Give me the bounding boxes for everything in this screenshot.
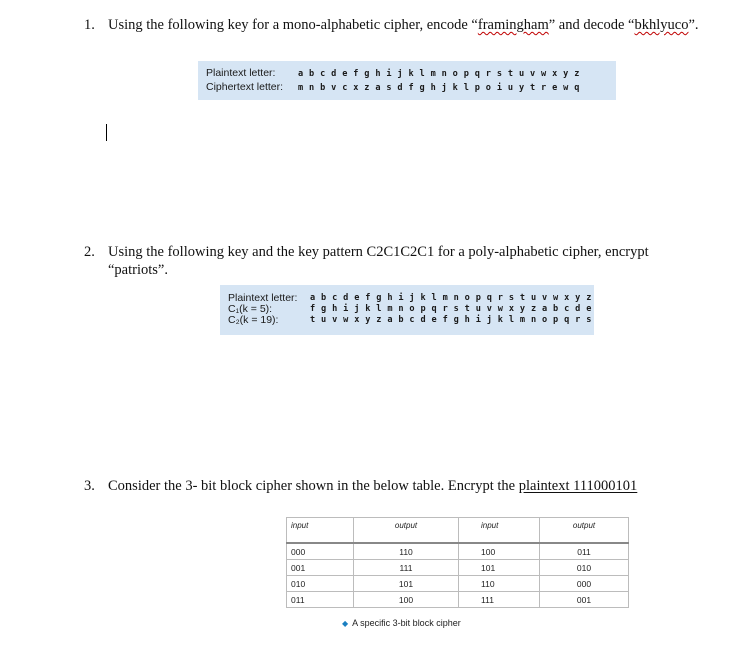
question-2-line-2: “patriots”. (108, 262, 168, 278)
table-cell: 010 (287, 576, 354, 592)
table-cell: 100 (354, 592, 459, 608)
plaintext-label: Plaintext letter: (228, 292, 298, 304)
c1-letters: f g h i j k l m n o p q r s t u v w x y z a b c d e (310, 304, 592, 314)
question-3-text (108, 477, 637, 495)
table-header-row (287, 518, 629, 544)
table-row (287, 576, 629, 592)
word-bkhlyuco: bkhlyuco (634, 17, 689, 33)
question-3-number: 3. (84, 478, 95, 494)
header-input-1: input (287, 518, 354, 544)
table-caption (342, 618, 461, 628)
question-1-number: 1. (84, 17, 95, 33)
poly-alphabetic-key-figure (220, 285, 594, 335)
table-cell: 011 (540, 543, 629, 560)
ciphertext-letters: m n b v c x z a s d f g h j k l p o i u y t r e w q (298, 83, 580, 93)
table-cell: 101 (459, 560, 540, 576)
plaintext-letters: a b c d e f g h i j k l m n o p q r s t u v w x y z (310, 293, 592, 303)
plaintext-label: Plaintext letter: (206, 67, 276, 79)
bullet-diamond-icon: ◆ (342, 619, 349, 628)
plaintext-value: plaintext 111000101 (518, 478, 638, 494)
question-3 (84, 477, 724, 495)
question-1 (84, 16, 724, 34)
table-row (287, 543, 629, 560)
table-row (287, 592, 629, 608)
question-3-text-main: Consider the 3- bit block cipher shown in the below table. Encrypt the (108, 478, 519, 494)
c2-label: C₂(k = 19): (228, 314, 279, 326)
table-cell: 001 (287, 560, 354, 576)
table-row (287, 560, 629, 576)
question-2 (84, 243, 724, 279)
ciphertext-label: Ciphertext letter: (206, 81, 284, 93)
question-1-text (108, 16, 699, 34)
plaintext-letters: a b c d e f g h i j k l m n o p q r s t u v w x y z (298, 69, 580, 79)
table-cell: 111 (459, 592, 540, 608)
table-cell: 000 (540, 576, 629, 592)
question-2-number: 2. (84, 244, 95, 260)
mono-alphabetic-key-figure (198, 61, 616, 100)
header-output-2: output (540, 518, 629, 544)
question-2-line-1: Using the following key and the key pattern C2C1C2C1 for a poly-alphabetic cipher, encrypt (108, 244, 649, 260)
c2-letters: t u v w x y z a b c d e f g h i j k l m n o p q r s (310, 315, 592, 325)
table-cell: 010 (540, 560, 629, 576)
table-cell: 100 (459, 543, 540, 560)
text-cursor (106, 124, 107, 141)
table-cell: 111 (354, 560, 459, 576)
header-input-2: input (459, 518, 540, 544)
c1-label: C₁(k = 5): (228, 303, 273, 315)
table-caption-text: A specific 3-bit block cipher (352, 618, 461, 628)
table-cell: 001 (540, 592, 629, 608)
table-cell: 000 (287, 543, 354, 560)
question-1-text-before: Using the following key for a mono-alphabetic cipher, encode “ (108, 17, 478, 33)
table-cell: 011 (287, 592, 354, 608)
block-cipher-table (286, 517, 629, 608)
table-cell: 101 (354, 576, 459, 592)
table-cell: 110 (354, 543, 459, 560)
question-1-text-after: ”. (688, 17, 699, 33)
question-1-text-middle: ” and decode “ (548, 17, 635, 33)
table-cell: 110 (459, 576, 540, 592)
header-output-1: output (354, 518, 459, 544)
word-framingham: framingham (477, 17, 549, 33)
